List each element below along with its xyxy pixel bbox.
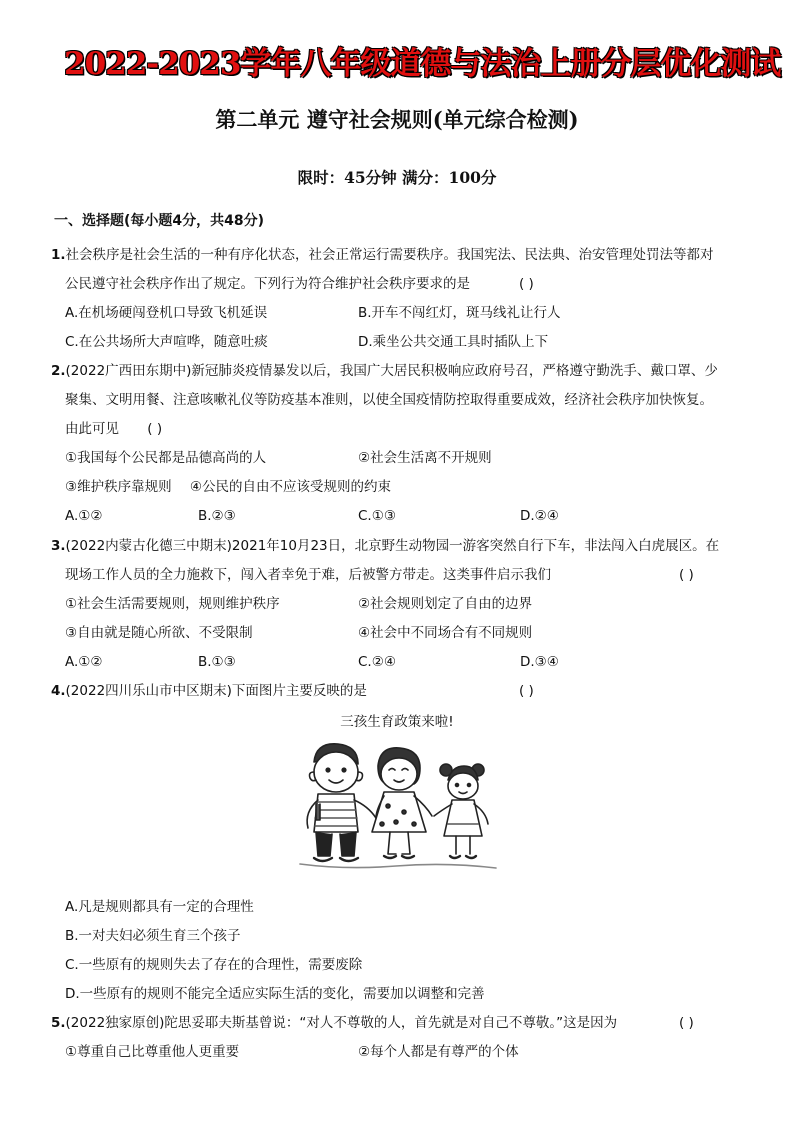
question-2-line2: 聚集、文明用餐、注意咳嗽礼仪等防疫基本准则，以使全国疫情防控取得重要成效，经济社会秩序加快恢复。 — [65, 392, 713, 408]
option-c: C.一些原有的规则失去了存在的合理性，需要废除 — [65, 957, 363, 973]
question-1-line2 — [65, 275, 470, 293]
question-number: 4. — [51, 683, 66, 699]
statement-2: ②社会规则划定了自由的边界 — [358, 596, 533, 612]
unit-title: 第二单元 遵守社会规则(单元综合检测) — [215, 107, 579, 132]
option-a: A.在机场硬闯登机口导致飞机延误 — [65, 305, 268, 321]
banner-title: 2022-2023学年八年级道德与法治上册分层优化测试 — [64, 46, 781, 82]
option-a: A.①② — [65, 654, 103, 670]
question-1 — [51, 246, 714, 264]
option-a: A.凡是规则都具有一定的合理性 — [65, 899, 254, 915]
question-number: 2. — [51, 363, 66, 379]
statement-4: ④社会中不同场合有不同规则 — [358, 625, 533, 641]
question-5 — [51, 1014, 617, 1032]
question-2 — [51, 362, 718, 380]
statement-3-text: ③维护秩序靠规则 — [65, 479, 172, 495]
question-text: (2022广西田东期中)新冠肺炎疫情暴发以后，我国广大居民积极响应政府号召，严格遵守勤洗手、戴口罩、少 — [65, 363, 718, 379]
statement-2: ②社会生活离不开规则 — [358, 450, 492, 466]
option-c: C.①③ — [358, 508, 396, 524]
statement-1: ①社会生活需要规则，规则维护秩序 — [65, 596, 280, 612]
option-d: D.一些原有的规则不能完全适应实际生活的变化，需要加以调整和完善 — [65, 986, 485, 1002]
answer-bracket: ( ) — [519, 683, 534, 699]
question-text: 由此可见 — [65, 421, 119, 437]
section-heading: 一、选择题(每小题4分，共48分) — [54, 213, 265, 229]
option-c: C.在公共场所大声喧哗，随意吐痰 — [65, 334, 268, 350]
question-text: (2022内蒙古化德三中期末)2021年10月23日，北京野生动物园一游客突然自行下车，非法闯入白虎展区。在 — [65, 538, 720, 554]
question-4 — [51, 682, 367, 700]
statement-3: ③自由就是随心所欲、不受限制 — [65, 625, 253, 641]
children-holding-hands-icon — [296, 740, 502, 874]
option-c: C.②④ — [358, 654, 396, 670]
option-d: D.乘坐公共交通工具时插队上下 — [358, 334, 549, 350]
question-text: 社会秩序是社会生活的一种有序化状态，社会正常运行需要秩序。我国宪法、民法典、治安管理处罚法等都对 — [65, 247, 714, 263]
option-b: B.一对夫妇必须生育三个孩子 — [65, 928, 241, 944]
question-3 — [51, 537, 719, 555]
question-number: 5. — [51, 1015, 66, 1031]
image-caption: 三孩生育政策来啦! — [340, 714, 454, 730]
statement-2: ②每个人都是有尊严的个体 — [358, 1044, 519, 1060]
statement-3 — [65, 478, 391, 496]
answer-bracket: ( ) — [679, 567, 694, 583]
option-b: B.①③ — [198, 654, 236, 670]
answer-bracket: ( ) — [147, 421, 163, 437]
option-a: A.①② — [65, 508, 103, 524]
question-text: (2022独家原创)陀思妥耶夫斯基曾说：“对人不尊敬的人，首先就是对自己不尊敬。”这是因为 — [65, 1015, 618, 1031]
question-number: 1. — [51, 247, 66, 263]
option-d: D.②④ — [520, 508, 559, 524]
statement-1: ①尊重自己比尊重他人更重要 — [65, 1044, 240, 1060]
question-text: (2022四川乐山市中区期末)下面图片主要反映的是 — [65, 683, 367, 699]
statement-4-text: ④公民的自由不应该受规则的约束 — [189, 479, 392, 495]
time-limit: 限时：45分钟 满分：100分 — [297, 168, 497, 187]
option-b: B.开车不闯红灯，斑马线礼让行人 — [358, 305, 561, 321]
answer-bracket: ( ) — [679, 1015, 694, 1031]
question-number: 3. — [51, 538, 66, 554]
option-b: B.②③ — [198, 508, 236, 524]
question-3-line2: 现场工作人员的全力施救下，闯入者幸免于难，后被警方带走。这类事件启示我们 — [65, 567, 551, 583]
answer-bracket: ( ) — [519, 276, 534, 292]
question-text: 公民遵守社会秩序作出了规定。下列行为符合维护社会秩序要求的是 — [65, 276, 470, 292]
three-children-illustration — [296, 740, 502, 874]
option-d: D.③④ — [520, 654, 559, 670]
statement-1: ①我国每个公民都是品德高尚的人 — [65, 450, 267, 466]
question-2-line3 — [65, 420, 162, 438]
